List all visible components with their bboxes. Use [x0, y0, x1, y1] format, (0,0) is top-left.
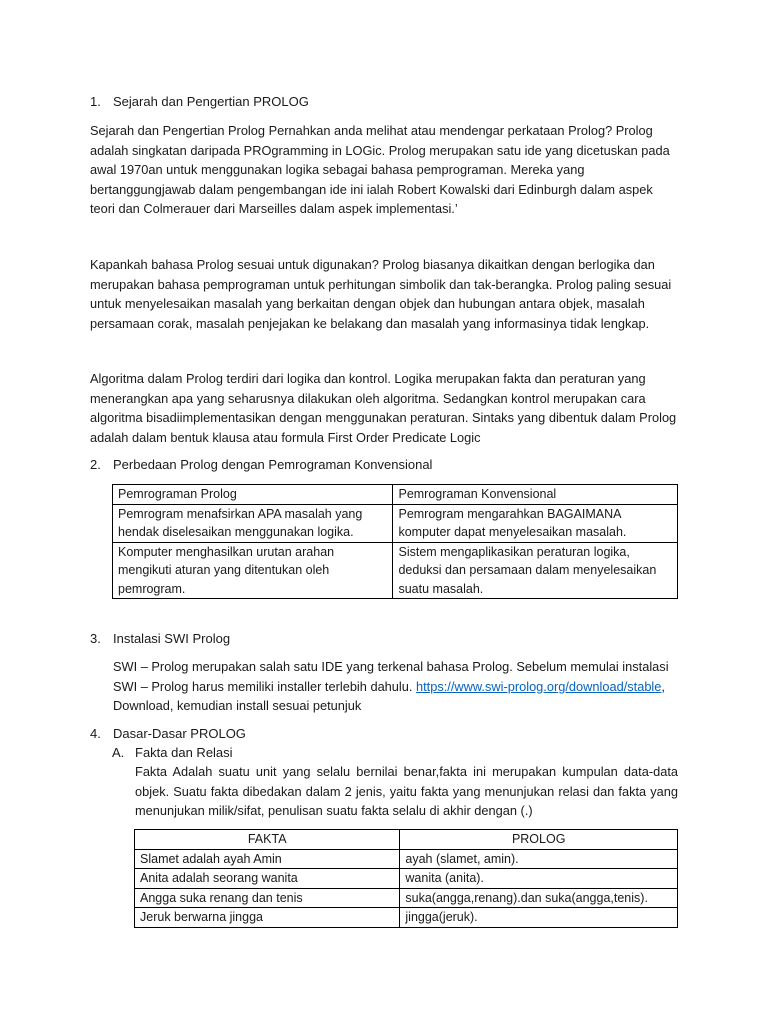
download-link[interactable]: https://www.swi-prolog.org/download/stable	[416, 678, 662, 694]
table-header-cell: PROLOG	[400, 830, 678, 850]
subsection-a-title: Fakta dan Relasi	[135, 745, 233, 760]
table-header-row	[113, 485, 678, 505]
section-3-paragraph	[113, 657, 680, 716]
table-row	[135, 869, 678, 889]
section-1-paragraph-2: Kapankah bahasa Prolog sesuai untuk digunakan? Prolog biasanya dikaitkan dengan berlogika dan merupakan bahasa pemprograman untuk perhitungan simbolik dan tak-berangka. Prolog paling sesuai untuk menyelesaikan masalah yang berkaitan dengan objek dan hubungan antara objek, masalah persamaan corak, masalah penjejakan ke belakang dan masalah yang informasinya tidak lengkap.	[90, 257, 672, 331]
table-row	[135, 849, 678, 869]
section-1-number: 1.	[90, 94, 101, 109]
section-1-paragraph-1: Sejarah dan Pengertian Prolog Pernahkan anda melihat atau mendengar perkataan Prolog? Prolog adalah singkatan daripada PROgramming in LOGic. Prolog merupakan satu ide yang dicetuskan pada awal 1970an untuk menggunakan logika sebagai bahasa pemprograman. Mereka yang bertanggungjawab dalam pengembangan ide ini ialah Robert Kowalski dari Edinburgh dalam aspek teori dan Colmerauer dari Marseilles dalam aspek implementasi.’	[90, 123, 670, 216]
section-2-title: Perbedaan Prolog dengan Pemrograman Konvensional	[113, 457, 433, 472]
section-2-heading	[90, 455, 432, 474]
table-row	[113, 542, 678, 599]
table-cell: jingga(jeruk).	[400, 908, 678, 928]
section-1-paragraph-3: Algoritma dalam Prolog terdiri dari logika dan kontrol. Logika merupakan fakta dan peraturan yang menerangkan apa yang seharusnya dilakukan oleh algoritma. Sedangkan kontrol merupakan cara algoritma bisadiimplementasikan dengan menggunakan peraturan. Sintaks yang dibentuk dalam Prolog adalah dalam bentuk klausa atau formula First Order Predicate Logic	[90, 371, 677, 445]
section-1-title: Sejarah dan Pengertian PROLOG	[113, 94, 309, 109]
table-cell: Anita adalah seorang wanita	[135, 869, 400, 889]
section-3-heading	[90, 629, 230, 648]
table-cell: Pemrogram menafsirkan APA masalah yang hendak diselesaikan menggunakan logika.	[113, 504, 393, 542]
table-header-cell: Pemrograman Prolog	[113, 485, 393, 505]
table-cell: Komputer menghasilkan urutan arahan mengikuti aturan yang ditentukan oleh pemrogram.	[113, 542, 393, 599]
table-header-row	[135, 830, 678, 850]
table-cell: Slamet adalah ayah Amin	[135, 849, 400, 869]
section-4-title: Dasar-Dasar PROLOG	[113, 726, 246, 741]
table-header-cell: Pemrograman Konvensional	[393, 485, 678, 505]
table-row	[113, 504, 678, 542]
section-4-heading	[90, 724, 246, 743]
table-cell: Jeruk berwarna jingga	[135, 908, 400, 928]
table-header-cell: FAKTA	[135, 830, 400, 850]
section-4-number: 4.	[90, 726, 101, 741]
section-3-title: Instalasi SWI Prolog	[113, 631, 231, 646]
table-cell: Angga suka renang dan tenis	[135, 888, 400, 908]
section-2-number: 2.	[90, 457, 101, 472]
table-row	[135, 908, 678, 928]
fakta-prolog-table	[134, 829, 678, 928]
subsection-a-letter: A.	[112, 745, 125, 760]
section-3-text: SWI – Prolog merupakan salah satu IDE yang terkenal bahasa Prolog. Sebelum memulai instalasi SWI – Prolog harus memiliki installer terlebih dahulu.	[113, 659, 669, 694]
table-cell: ayah (slamet, amin).	[400, 849, 678, 869]
table-cell: suka(angga,renang).dan suka(angga,tenis).	[400, 888, 678, 908]
comparison-table	[112, 484, 678, 599]
table-cell: Pemrogram mengarahkan BAGAIMANA komputer dapat menyelesaikan masalah.	[393, 504, 678, 542]
section-1-heading	[90, 92, 309, 111]
section-3-text-end: , Download, kemudian install sesuai petunjuk	[113, 678, 665, 713]
table-row	[135, 888, 678, 908]
section-3-number: 3.	[90, 631, 101, 646]
table-cell: Sistem mengaplikasikan peraturan logika, deduksi dan persamaan dalam menyelesaikan suatu masalah.	[393, 542, 678, 599]
table-cell: wanita (anita).	[400, 869, 678, 889]
subsection-a-heading	[112, 743, 233, 762]
subsection-a-paragraph: Fakta Adalah suatu unit yang selalu bernilai benar,fakta ini merupakan kumpulan data-data objek. Suatu fakta dibedakan dalam 2 jenis, yaitu fakta yang menunjukan relasi dan fakta yang menunjukan milik/sifat, penulisan suatu fakta selalu di akhir dengan (.)	[135, 764, 678, 818]
